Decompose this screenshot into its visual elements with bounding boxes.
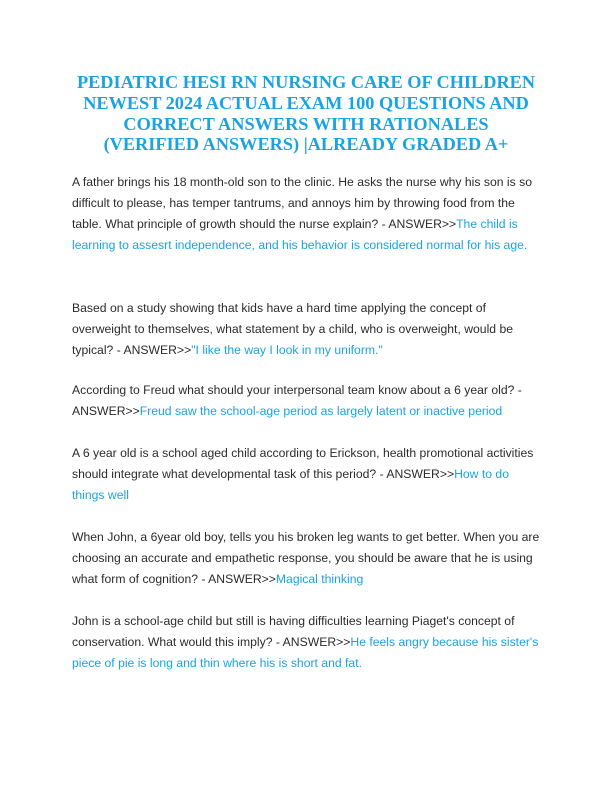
title-line: PEDIATRIC HESI RN NURSING CARE OF CHILDREN [76,72,536,92]
document-title [72,72,540,155]
qa-item [72,527,540,590]
answer-text: Freud saw the school-age period as largely latent or inactive period [139,404,503,419]
question-text: A father brings his 18 month-old son to the clinic. He asks the nurse why his son is so difficult to please, has temper tantrums, and annoys him by throwing food from the table. What principle of growth should the nurse explain? - ANSWER>> [72,175,532,232]
question-text: A 6 year old is a school aged child according to Erickson, health promotional activities should integrate what developmental task of this period? - ANSWER>> [72,446,534,482]
title-line: (VERIFIED ANSWERS) |ALREADY GRADED A+ [103,134,509,155]
answer-text: The child is learning to assesrt independence, and his behavior is considered normal for his age. [72,217,528,253]
title-line: NEWEST 2024 ACTUAL EXAM 100 QUESTIONS AND [83,92,529,113]
answer-text: Magical thinking [275,572,364,587]
answer-text: He feels angry because his sister's piece of pie is long and thin where his is short and fat. [72,635,539,671]
qa-item [72,611,540,674]
question-text: When John, a 6year old boy, tells you his broken leg wants to get better. When you are choosing an accurate and empathetic response, you should be aware that he is using what form of cognition? - ANSWER>> [72,530,540,587]
answer-text: "I like the way I look in my uniform." [191,343,383,358]
question-text: Based on a study showing that kids have a hard time applying the concept of overweight to themselves, what statement by a child, who is overweight, would be typical? - ANSWER>> [72,301,514,358]
question-text: John is a school-age child but still is having difficulties learning Piaget's concept of conservation. What would this imply? - ANSWER>> [72,614,515,650]
question-text: According to Freud what should your interpersonal team know about a 6 year old? - ANSWER>> [72,383,522,419]
title-line: CORRECT ANSWERS WITH RATIONALES [123,113,489,134]
qa-item [72,380,540,422]
qa-item [72,443,540,506]
qa-item [72,298,540,361]
answer-text: How to do things well [72,467,509,503]
qa-item [72,172,540,256]
